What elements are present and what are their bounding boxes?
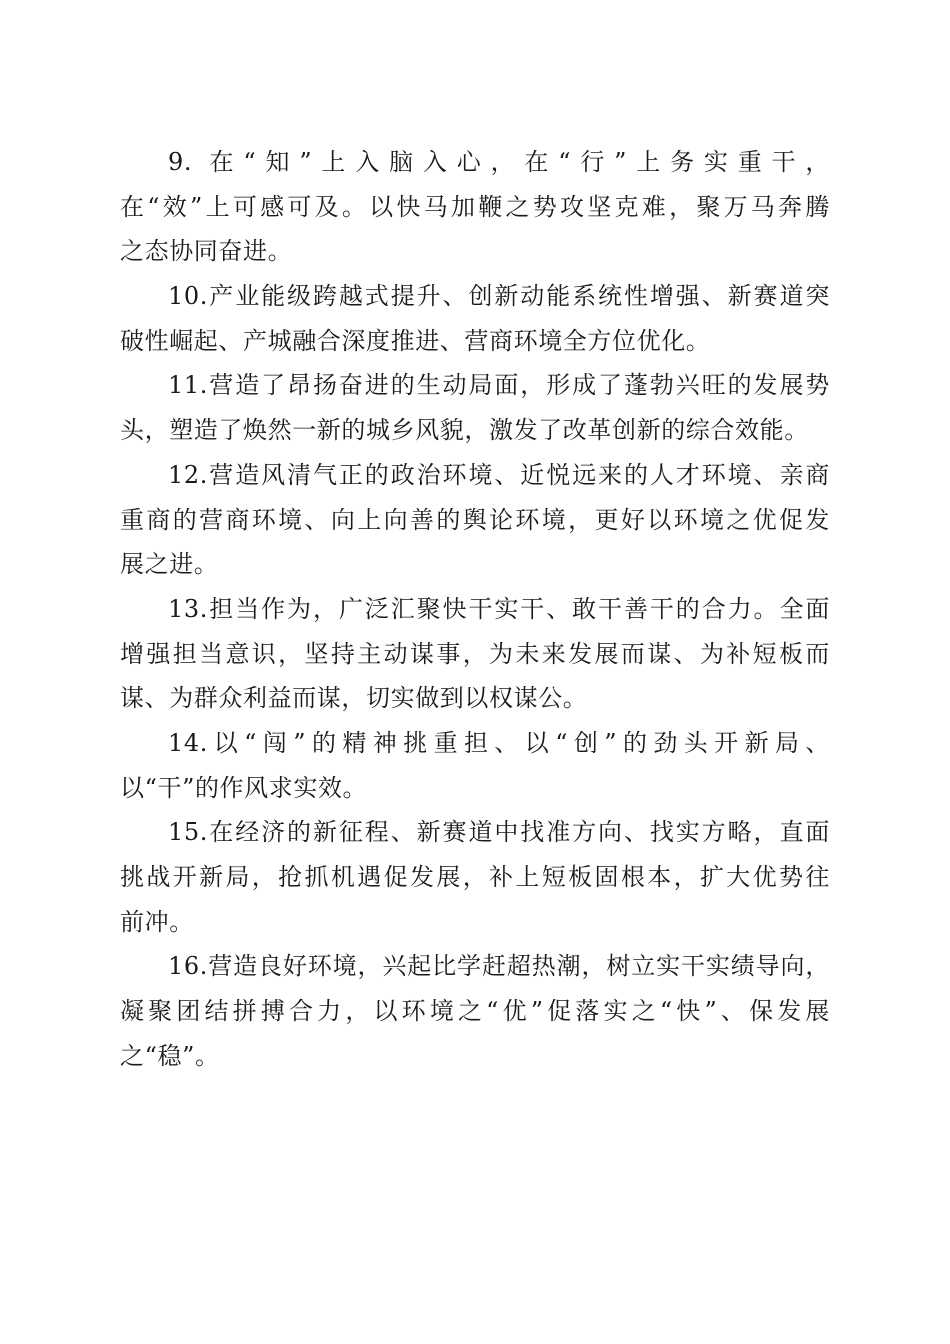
paragraph-9-line-3: 之态协同奋进。 [120,237,293,266]
paragraph-11-line-1: 11.营造了昂扬奋进的生动局面，形成了蓬勃兴旺的发展势 [168,371,830,400]
paragraph-16-line-1: 16.营造良好环境，兴起比学赶超热潮，树立实干实绩导向， [168,952,830,981]
paragraph-16 [120,944,830,1078]
paragraph-15-line-3: 前冲。 [120,907,194,936]
paragraph-15-line-2: 挑战开新局，抢抓机遇促发展，补上短板固根本，扩大优势往 [120,863,830,891]
paragraph-12-line-2: 重商的营商环境、向上向善的舆论环境，更好以环境之优促发 [120,505,830,534]
paragraph-9-line-1: 9. 在“知”上入脑入心，在“行”上务实重干， [168,148,830,176]
paragraph-16-line-2: 凝聚团结拼搏合力，以环境之“优”促落实之“快”、保发展 [120,997,830,1026]
paragraph-10-line-1: 10.产业能级跨越式提升、创新动能系统性增强、新赛道突 [168,282,830,311]
paragraph-13-line-3: 谋、为群众利益而谋，切实做到以权谋公。 [120,684,588,713]
paragraph-10 [120,274,830,363]
paragraph-15-line-1: 15.在经济的新征程、新赛道中找准方向、找实方略，直面 [168,818,830,847]
paragraph-9-line-2: 在“效”上可感可及。以快马加鞭之势攻坚克难，聚万马奔腾 [120,192,830,221]
paragraph-13-line-1: 13.担当作为，广泛汇聚快干实干、敢干善干的合力。全面 [168,594,830,623]
paragraph-15 [120,810,830,944]
paragraph-11 [120,363,830,452]
document-body [120,140,830,1078]
paragraph-11-line-2: 头，塑造了焕然一新的城乡风貌，激发了改革创新的综合效能。 [120,416,809,445]
paragraph-10-line-2: 破性崛起、产城融合深度推进、营商环境全方位优化。 [120,326,711,355]
paragraph-13 [120,587,830,721]
paragraph-14-line-2: 以“干”的作风求实效。 [120,773,368,802]
paragraph-12-line-1: 12.营造风清气正的政治环境、近悦远来的人才环境、亲商 [168,460,830,489]
paragraph-12-line-3: 展之进。 [120,550,219,579]
paragraph-14 [120,721,830,810]
paragraph-13-line-2: 增强担当意识，坚持主动谋事，为未来发展而谋、为补短板而 [120,639,830,668]
paragraph-12 [120,453,830,587]
paragraph-9 [120,140,830,274]
paragraph-16-line-3: 之“稳”。 [120,1041,220,1070]
paragraph-14-line-1: 14.以“闯”的精神挑重担、以“创”的劲头开新局、 [168,728,830,757]
